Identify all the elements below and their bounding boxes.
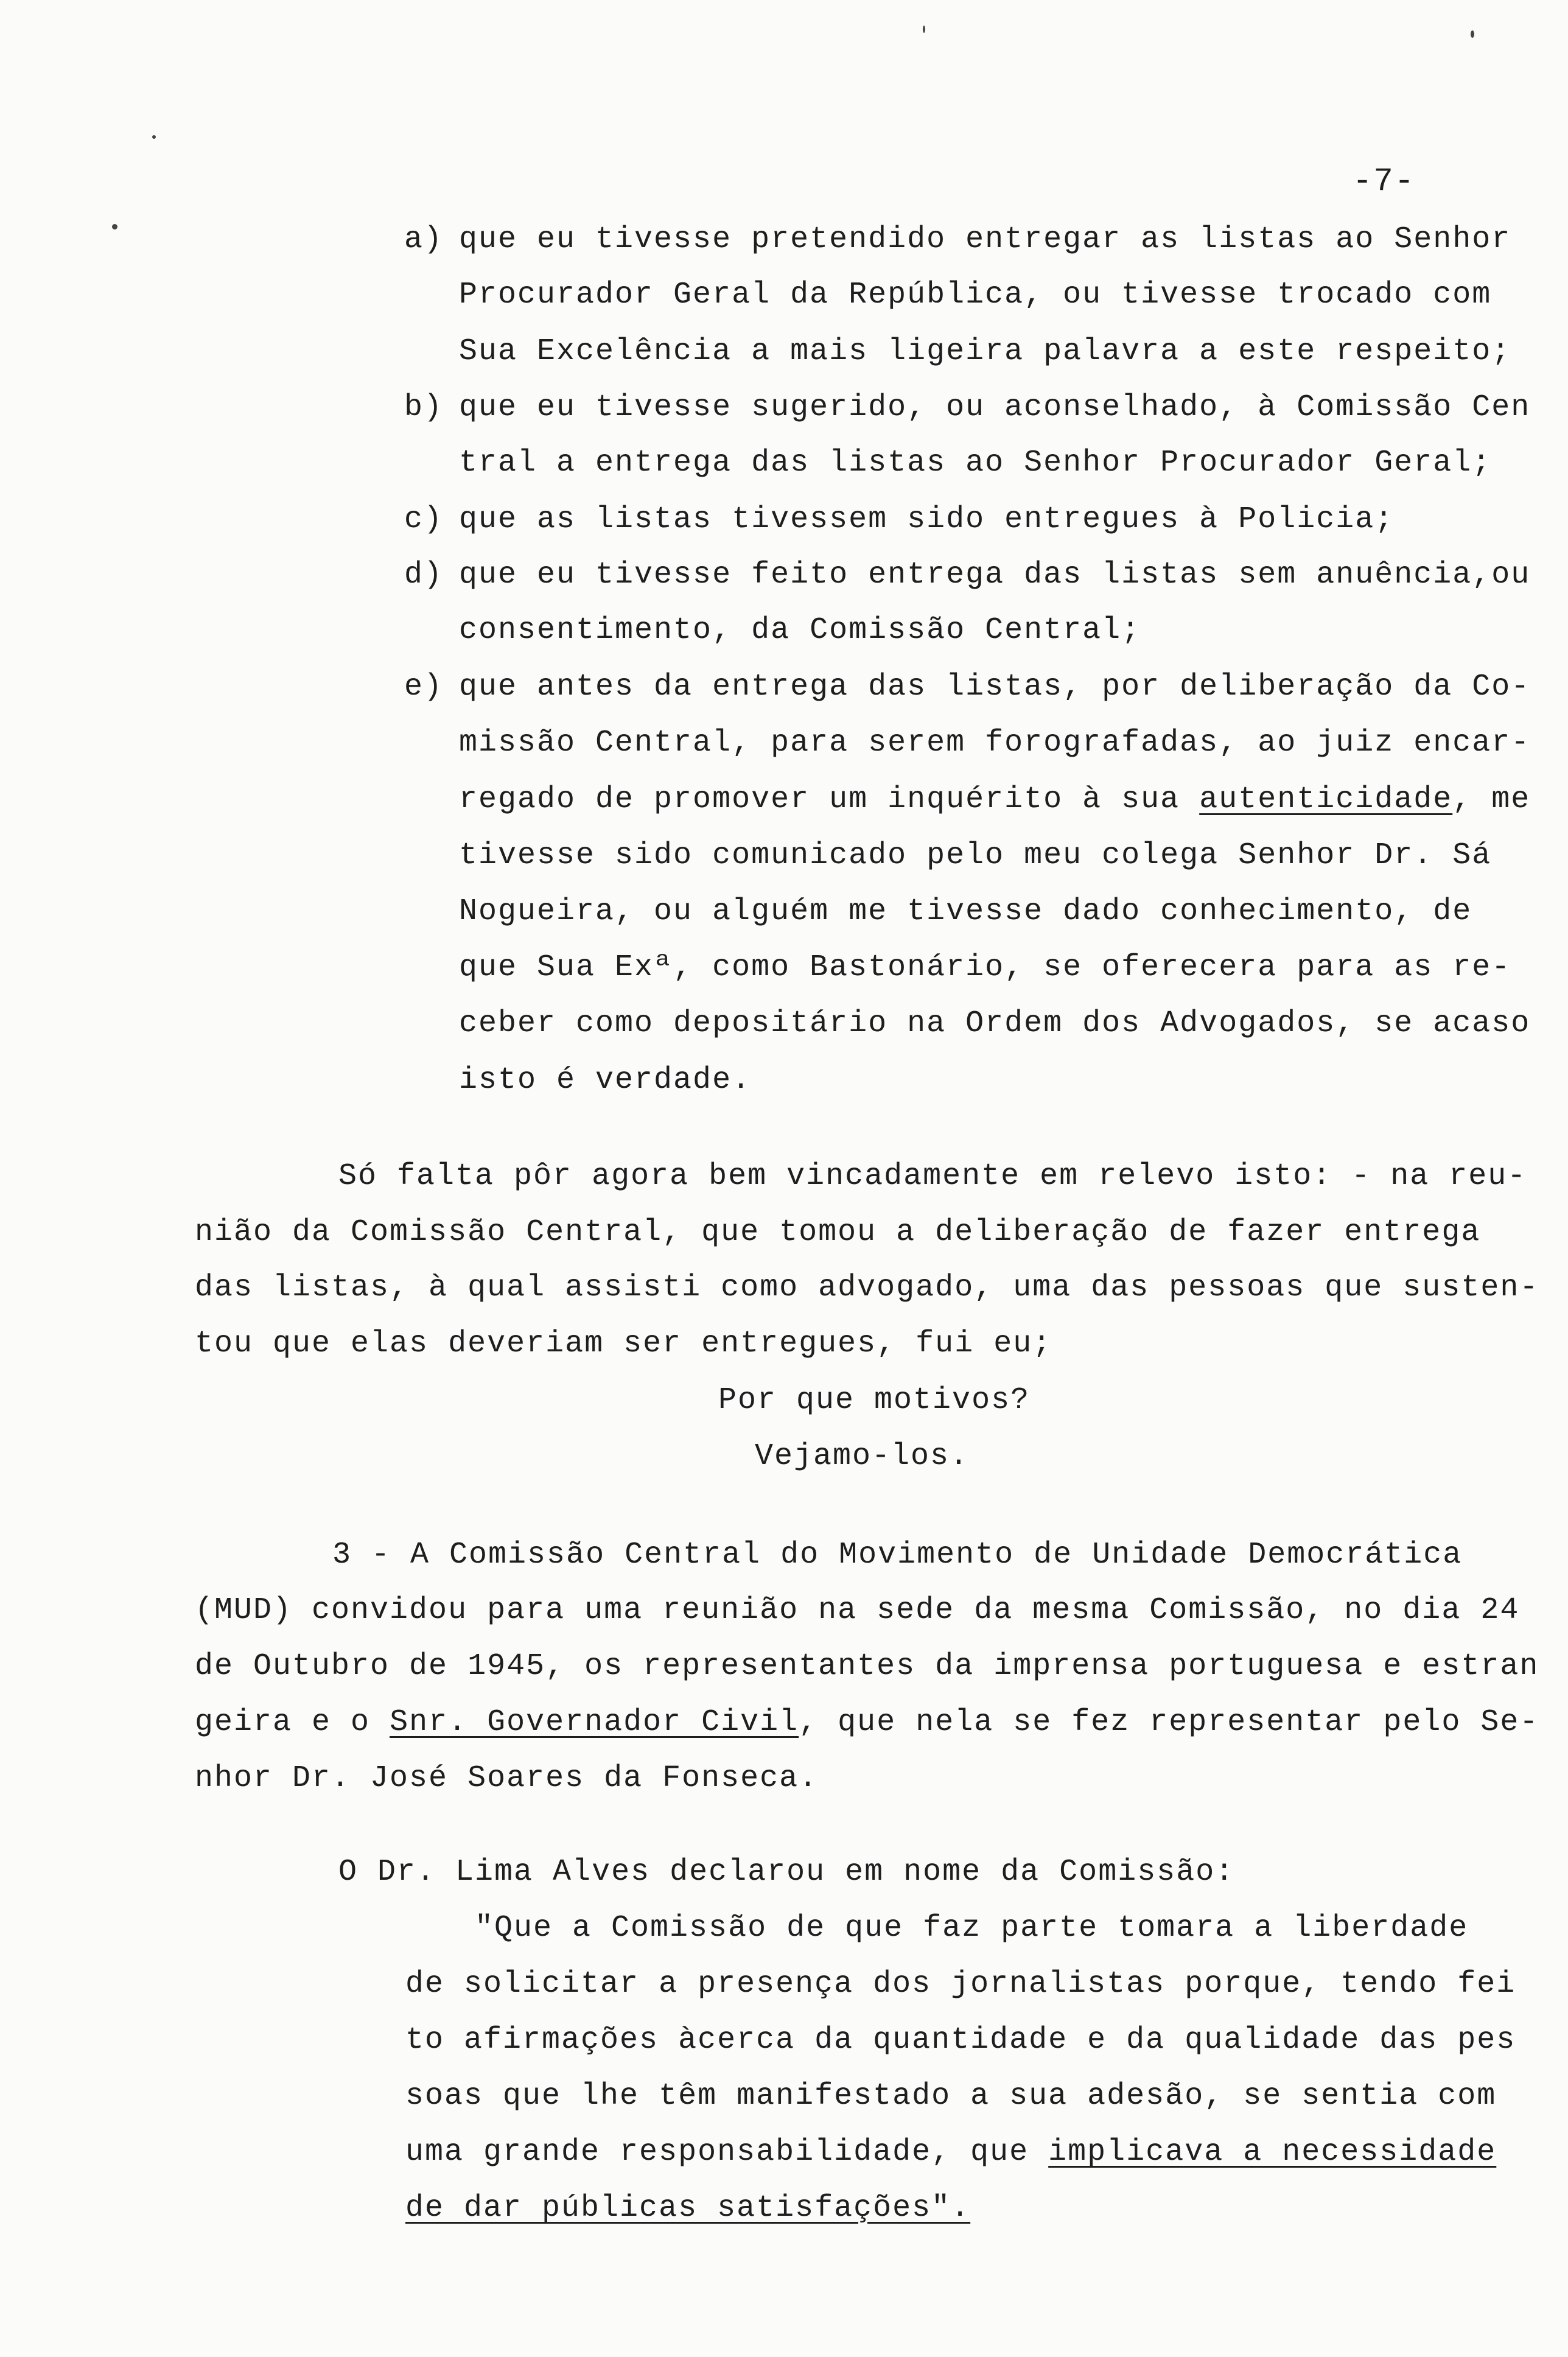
list-marker-d: d) <box>404 558 444 592</box>
paragraph-1-line-2: nião da Comissão Central, que tomou a deliberação de fazer entrega <box>195 1215 1481 1250</box>
list-item-b-line-2: tral a entrega das listas ao Senhor Procurador Geral; <box>459 446 1492 480</box>
list-item-e-line-7: ceber como depositário na Ordem dos Advogados, se acaso <box>459 1006 1531 1041</box>
page-number: -7- <box>1353 163 1416 200</box>
list-item-e-line-8: isto é verdade. <box>459 1063 752 1098</box>
section-3-line-3: de Outubro de 1945, os representantes da imprensa portuguesa e estran <box>195 1649 1539 1684</box>
section-3-line-5: nhor Dr. José Soares da Fonseca. <box>195 1761 819 1796</box>
list-item-e-line-6: que Sua Exª, como Bastonário, se oferecera para as re- <box>459 950 1511 985</box>
list-item-e-line-3 <box>459 782 1530 818</box>
quote-line-5 <box>405 2134 1496 2171</box>
underlined-implicava: implicava a necessidade <box>1048 2135 1497 2170</box>
underlined-autenticidade: autenticidade <box>1199 782 1453 817</box>
list-item-a-line-1: que eu tivesse pretendido entregar as listas ao Senhor <box>459 222 1511 257</box>
section-3-line-2: (MUD) convidou para uma reunião na sede da mesma Comissão, no dia 24 <box>195 1593 1520 1628</box>
paragraph-2: O Dr. Lima Alves declarou em nome da Comissão: <box>338 1855 1235 1889</box>
list-item-e-line-3-text: regado de promover um inquérito à sua <box>459 782 1200 817</box>
list-marker-a: a) <box>404 222 444 257</box>
answer-line: Vejamo-los. <box>755 1439 970 1474</box>
list-item-a-line-3: Sua Excelência a mais ligeira palavra a este respeito; <box>459 334 1511 369</box>
quote-line-6 <box>405 2190 970 2227</box>
section-3-line-4-tail: , que nela se fez representar pelo Se- <box>799 1705 1539 1740</box>
list-item-d-line-1: que eu tivesse feito entrega das listas sem anuência,ou <box>459 558 1531 592</box>
list-item-e-line-1: que antes da entrega das listas, por deliberação da Co- <box>459 670 1531 704</box>
section-3-line-4 <box>195 1704 1539 1741</box>
list-item-c-line-1: que as listas tivessem sido entregues à Policia; <box>459 502 1395 537</box>
list-marker-b: b) <box>404 390 444 425</box>
paragraph-1-line-4: tou que elas deveriam ser entregues, fui eu; <box>195 1326 1052 1361</box>
list-item-e-line-5: Nogueira, ou alguém me tivesse dado conhecimento, de <box>459 894 1472 929</box>
paragraph-1-line-3: das listas, à qual assisti como advogado, uma das pessoas que susten- <box>195 1270 1539 1305</box>
quote-line-4: soas que lhe têm manifestado a sua adesão, se sentia com <box>405 2079 1497 2114</box>
underlined-satisfacoes: de dar públicas satisfações". <box>405 2191 971 2226</box>
scan-speck <box>152 135 156 139</box>
list-item-b-line-1: que eu tivesse sugerido, ou aconselhado, à Comissão Cen <box>459 390 1531 425</box>
list-item-e-line-4: tivesse sido comunicado pelo meu colega Senhor Dr. Sá <box>459 838 1492 873</box>
scan-speck <box>1471 30 1474 38</box>
question-line: Por que motivos? <box>718 1383 1031 1418</box>
list-item-e-line-3-tail: , me <box>1452 782 1531 817</box>
list-marker-e: e) <box>404 670 444 704</box>
quote-line-2: de solicitar a presença dos jornalistas porque, tendo fei <box>405 1967 1516 2002</box>
section-3-line-1: 3 - A Comissão Central do Movimento de Unidade Democrática <box>332 1538 1463 1572</box>
section-3-line-4-text: geira e o <box>195 1705 390 1740</box>
quote-line-5-text: uma grande responsabilidade, que <box>405 2135 1049 2170</box>
list-item-a-line-2: Procurador Geral da República, ou tivesse trocado com <box>459 278 1492 312</box>
scan-speck <box>112 224 117 229</box>
list-item-d-line-2: consentimento, da Comissão Central; <box>459 613 1141 648</box>
list-marker-c: c) <box>404 502 444 537</box>
quote-line-3: to afirmações àcerca da quantidade e da qualidade das pes <box>405 2023 1516 2058</box>
quote-line-1: "Que a Comissão de que faz parte tomara a liberdade <box>475 1911 1469 1945</box>
underlined-governador-civil: Snr. Governador Civil <box>390 1705 799 1740</box>
paragraph-1-line-1: Só falta pôr agora bem vincadamente em relevo isto: - na reu- <box>338 1159 1527 1194</box>
scan-speck <box>923 26 925 33</box>
list-item-e-line-2: missão Central, para serem forografadas, ao juiz encar- <box>459 726 1531 760</box>
